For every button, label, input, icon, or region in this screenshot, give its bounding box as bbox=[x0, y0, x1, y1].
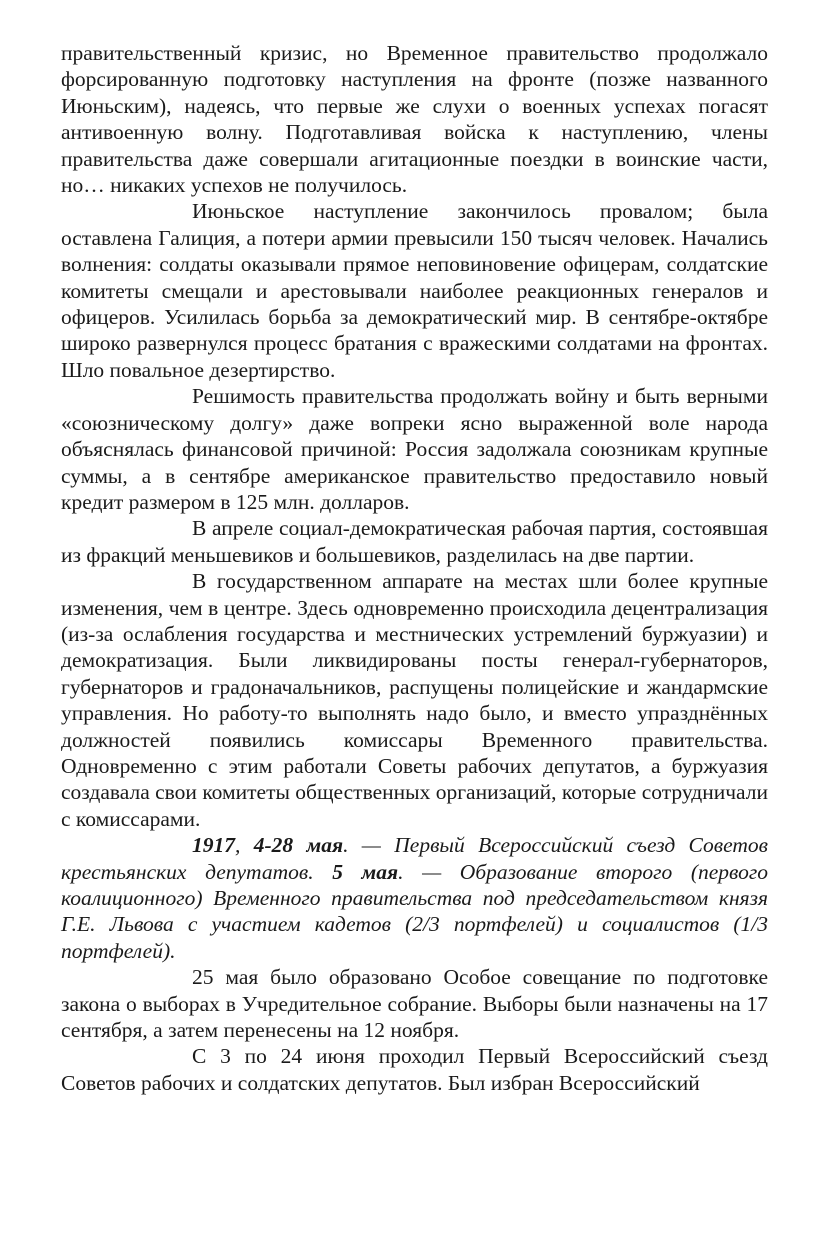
paragraph-constituent-assembly: 25 мая было образовано Особое совещание по подготовке закона о выборах в Учредительное собрание. Выборы были назначены на 17 сентября, а затем перенесены на 12 ноября. bbox=[61, 965, 768, 1043]
chronology-entry bbox=[61, 832, 768, 964]
paragraph-government-crisis: правительственный кризис, но Временное правительство продолжало форсированную подготовку наступления на фронте (позже названного Июньским), надеясь, что первые же слухи о военных успехах погасят антивоенную волну. Подготавливая войска к наступлению, члены правительства даже совершали агитационные поездки в воинские части, но… никаких успехов не получилось. bbox=[61, 41, 768, 198]
chronology-event-1: . — Первый Всероссийский съезд Советов крестьянских депутатов. bbox=[61, 833, 768, 884]
paragraph-party-split: В апреле социал-демократическая рабочая партия, состоявшая из фракций меньшевиков и большевиков, разделилась на две партии. bbox=[61, 516, 768, 567]
chronology-separator: , bbox=[235, 833, 254, 858]
chronology-date-2: 5 мая bbox=[332, 859, 399, 884]
chronology-year: 1917 bbox=[192, 833, 235, 858]
chronology-date-1: 4-28 мая bbox=[253, 833, 344, 858]
paragraph-first-congress: С 3 по 24 июня проходил Первый Всероссийский съезд Советов рабочих и солдатских депутатов. Был избран Всероссийский bbox=[61, 1044, 768, 1095]
paragraph-war-finances: Решимость правительства продолжать войну и быть верными «союзническому долгу» даже вопреки ясно выраженной воле народа объяснялась финансовой причиной: Россия задолжала союзникам крупные суммы, а в сентябре американское правительство предоставило новый кредит размером в 125 млн. долларов. bbox=[61, 384, 768, 514]
chronology-event-2: . — Образование второго (первого коалиционного) Временного правительства под председательством князя Г.Е. Львова с участием кадетов (2/3 портфелей) и социалистов (1/3 портфелей). bbox=[61, 859, 768, 963]
paragraph-local-government: В государственном аппарате на местах шли более крупные изменения, чем в центре. Здесь одновременно происходила децентрализация (из-за ослабления государства и местнических устремлений буржуазии) и демократизация. Были ликвидированы посты генерал-губернаторов, губернаторов и градоначальников, распущены полицейские и жандармские управления. Но работу-то выполнять надо было, и вместо упразднённых должностей появились комиссары Временного правительства. Одновременно с этим работали Советы рабочих депутатов, а буржуазия создавала свои комитеты общественных организаций, которые сотрудничали с комиссарами. bbox=[61, 569, 768, 831]
document-page bbox=[61, 40, 768, 1096]
paragraph-june-offensive: Июньское наступление закончилось провалом; была оставлена Галиция, а потери армии превысили 150 тысяч человек. Начались волнения: солдаты оказывали прямое неповиновение офицерам, солдатские комитеты смещали и арестовывали наиболее реакционных генералов и офицеров. Усилилась борьба за демократический мир. В сентябре-октябре широко развернулся процесс братания с вражескими солдатами на фронтах. Шло повальное дезертирство. bbox=[61, 199, 768, 382]
